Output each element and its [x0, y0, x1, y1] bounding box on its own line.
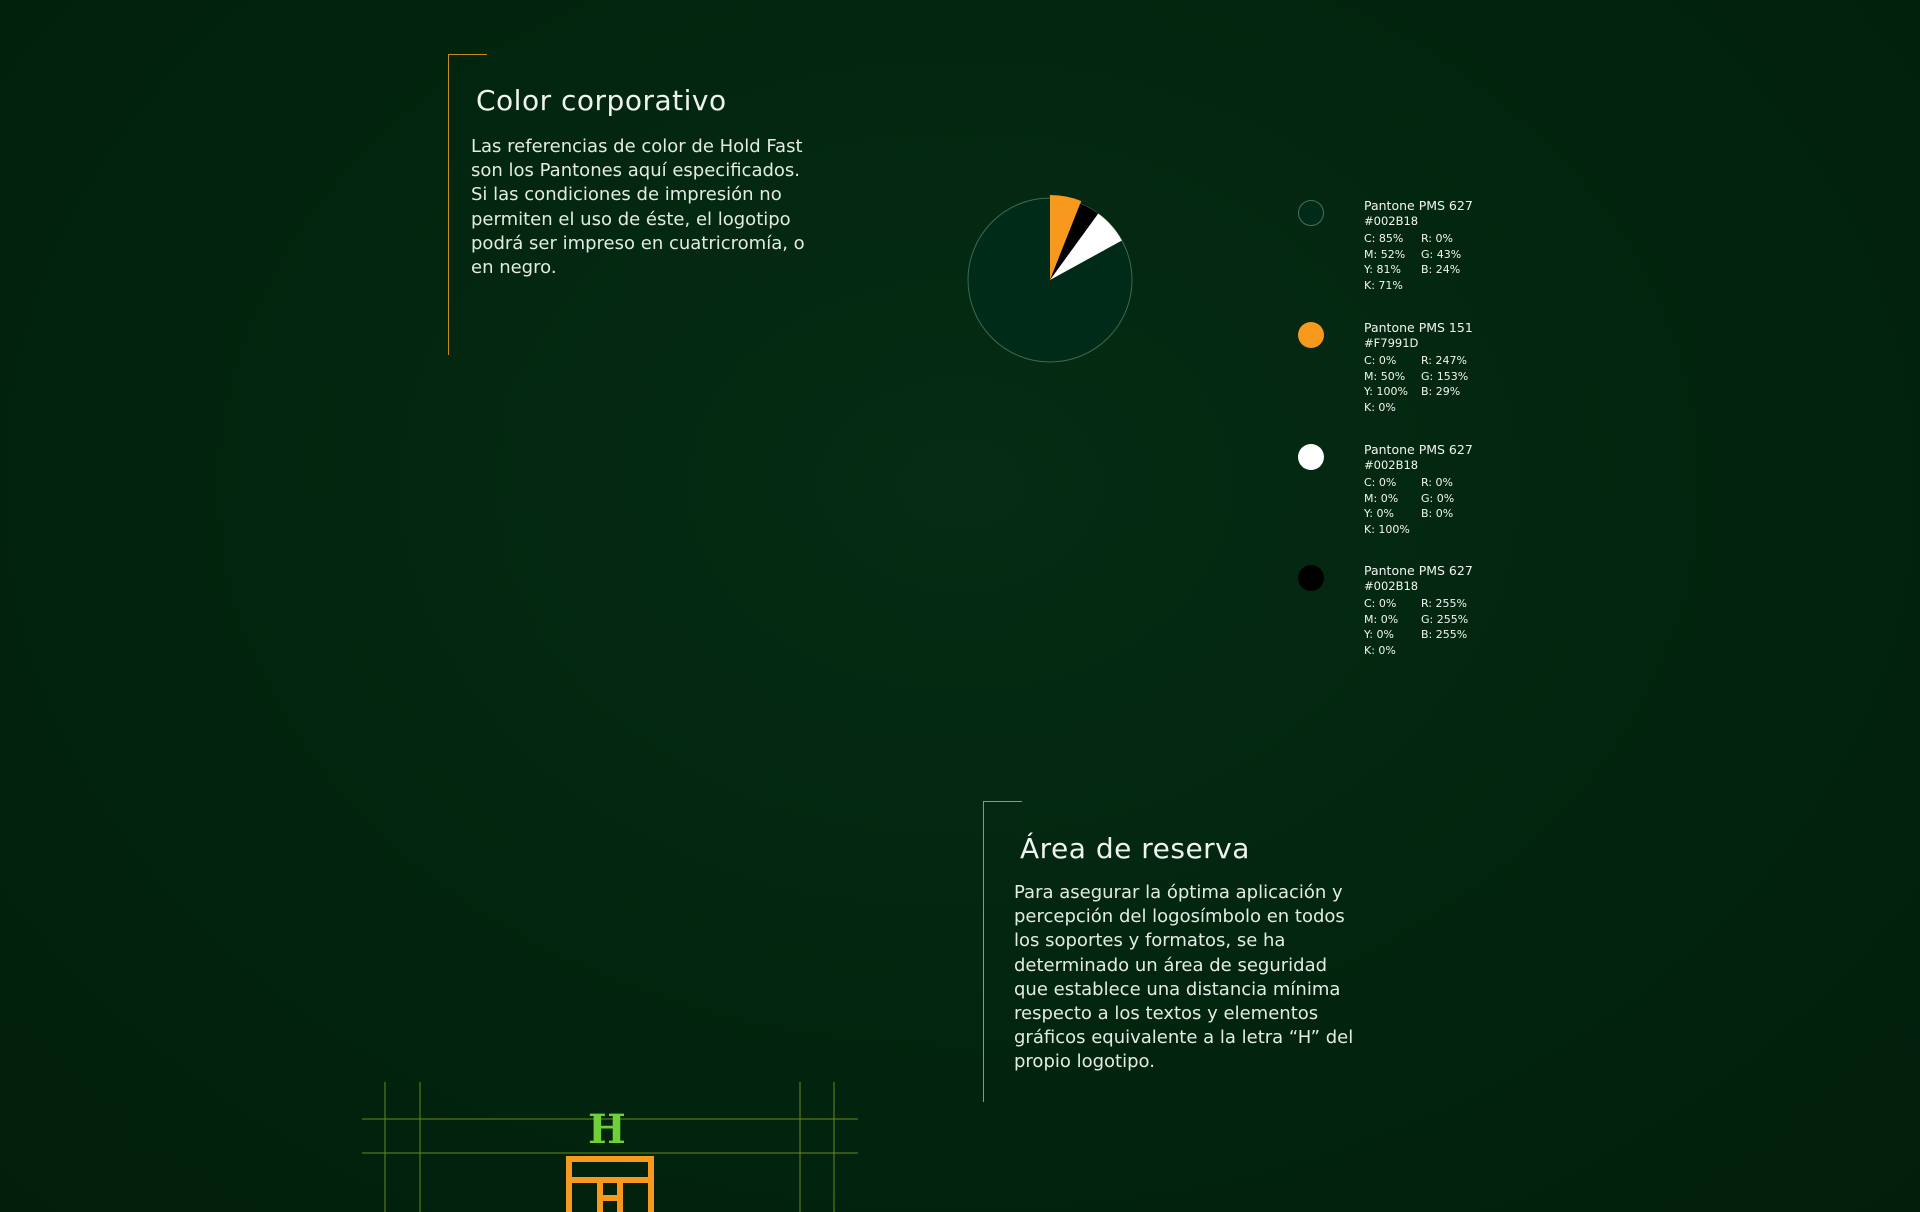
swatch-info — [1364, 198, 1481, 293]
logo-outline-graphic — [566, 1159, 654, 1212]
swatch-hex: #002B18 — [1364, 213, 1419, 228]
color-section-body — [471, 135, 805, 280]
reserve-body-line: los soportes y formatos, se ha — [1014, 930, 1286, 952]
reserve-body-line: que establece una distancia mínima — [1014, 978, 1341, 1000]
reserve-area-diagram — [0, 1070, 900, 1212]
swatch-cmyk-value: C: 85% — [1364, 232, 1404, 245]
swatch-info — [1364, 320, 1481, 415]
swatch-cmyk-value: Y: 100% — [1364, 385, 1408, 398]
swatch-cmyk-value: C: 0% — [1364, 597, 1397, 610]
swatch-hex: #002B18 — [1364, 578, 1419, 593]
swatch-info — [1364, 442, 1481, 537]
reserve-section-body — [1014, 881, 1353, 1075]
swatch-rgb-value: B: 29% — [1421, 385, 1461, 398]
swatch-cmyk-value: M: 52% — [1364, 247, 1406, 261]
swatch-cmyk-value: K: 0% — [1364, 643, 1396, 657]
swatch-hex: #F7991D — [1364, 335, 1419, 350]
swatch-rgb-value: G: 153% — [1421, 369, 1469, 383]
color-body-line: Si las condiciones de impresión no — [471, 184, 782, 206]
swatch-cmyk-value: Y: 81% — [1364, 263, 1401, 276]
swatch-rgb-value — [1421, 400, 1481, 416]
swatch-rgb-value: B: 24% — [1421, 263, 1461, 276]
swatch-cmyk-value: M: 0% — [1364, 612, 1399, 626]
swatch-name: Pantone PMS 151 — [1364, 320, 1473, 335]
swatch-cmyk-value: M: 0% — [1364, 491, 1399, 505]
reserve-body-line: propio logotipo. — [1014, 1051, 1155, 1073]
reserve-section-title: Área de reserva — [1020, 832, 1250, 865]
swatch-rgb-value — [1421, 522, 1481, 538]
swatch-rgb-value: B: 0% — [1421, 507, 1454, 520]
color-swatch — [1298, 322, 1324, 348]
swatch-hex: #002B18 — [1364, 457, 1419, 472]
swatch-cmyk-value: C: 0% — [1364, 476, 1397, 489]
color-body-line: podrá ser impreso en cuatricromía, o — [471, 232, 805, 254]
swatch-rgb-value — [1421, 643, 1481, 659]
swatch-name: Pantone PMS 627 — [1364, 198, 1473, 213]
color-swatch — [1298, 444, 1324, 470]
reserve-body-line: Para asegurar la óptima aplicación y — [1014, 882, 1343, 903]
swatch-rgb-value: G: 0% — [1421, 491, 1455, 505]
reserve-body-line: determinado un área de seguridad — [1014, 954, 1328, 976]
swatch-rgb-value — [1421, 278, 1481, 294]
swatch-rgb-value: R: 0% — [1421, 232, 1453, 245]
color-body-line: permiten el uso de éste, el logotipo — [471, 208, 791, 230]
swatch-rgb-value: G: 255% — [1421, 612, 1469, 626]
swatch-cmyk-value: M: 50% — [1364, 369, 1406, 383]
color-swatch — [1298, 565, 1324, 591]
h-marker-letter: H — [588, 1106, 626, 1153]
color-body-line: en negro. — [471, 257, 557, 279]
swatch-cmyk-value: Y: 0% — [1364, 507, 1394, 520]
swatch-rgb-value: R: 247% — [1421, 354, 1467, 367]
color-body-line: son los Pantones aquí especificados. — [471, 160, 801, 182]
swatch-info — [1364, 563, 1481, 658]
swatch-rgb-value: R: 255% — [1421, 597, 1467, 610]
swatch-cmyk-value: K: 100% — [1364, 522, 1410, 536]
swatch-rgb-value: G: 43% — [1421, 247, 1462, 261]
swatch-name: Pantone PMS 627 — [1364, 563, 1473, 578]
swatch-cmyk-value: K: 71% — [1364, 278, 1403, 292]
reserve-body-line: gráficos equivalente a la letra “H” del — [1014, 1027, 1354, 1049]
color-swatch — [1298, 200, 1324, 226]
color-body-line: Las referencias de color de Hold Fast — [471, 136, 803, 157]
swatch-name: Pantone PMS 627 — [1364, 442, 1473, 457]
reserve-body-line: respecto a los textos y elementos — [1014, 1003, 1319, 1025]
swatch-cmyk-value: K: 0% — [1364, 400, 1396, 414]
swatch-rgb-value: R: 0% — [1421, 476, 1453, 489]
swatch-cmyk-value: Y: 0% — [1364, 628, 1394, 641]
color-section-title: Color corporativo — [476, 84, 727, 117]
swatch-rgb-value: B: 255% — [1421, 628, 1468, 641]
reserve-body-line: percepción del logosímbolo en todos — [1014, 906, 1345, 928]
color-proportion-pie — [960, 190, 1150, 380]
swatch-cmyk-value: C: 0% — [1364, 354, 1397, 367]
